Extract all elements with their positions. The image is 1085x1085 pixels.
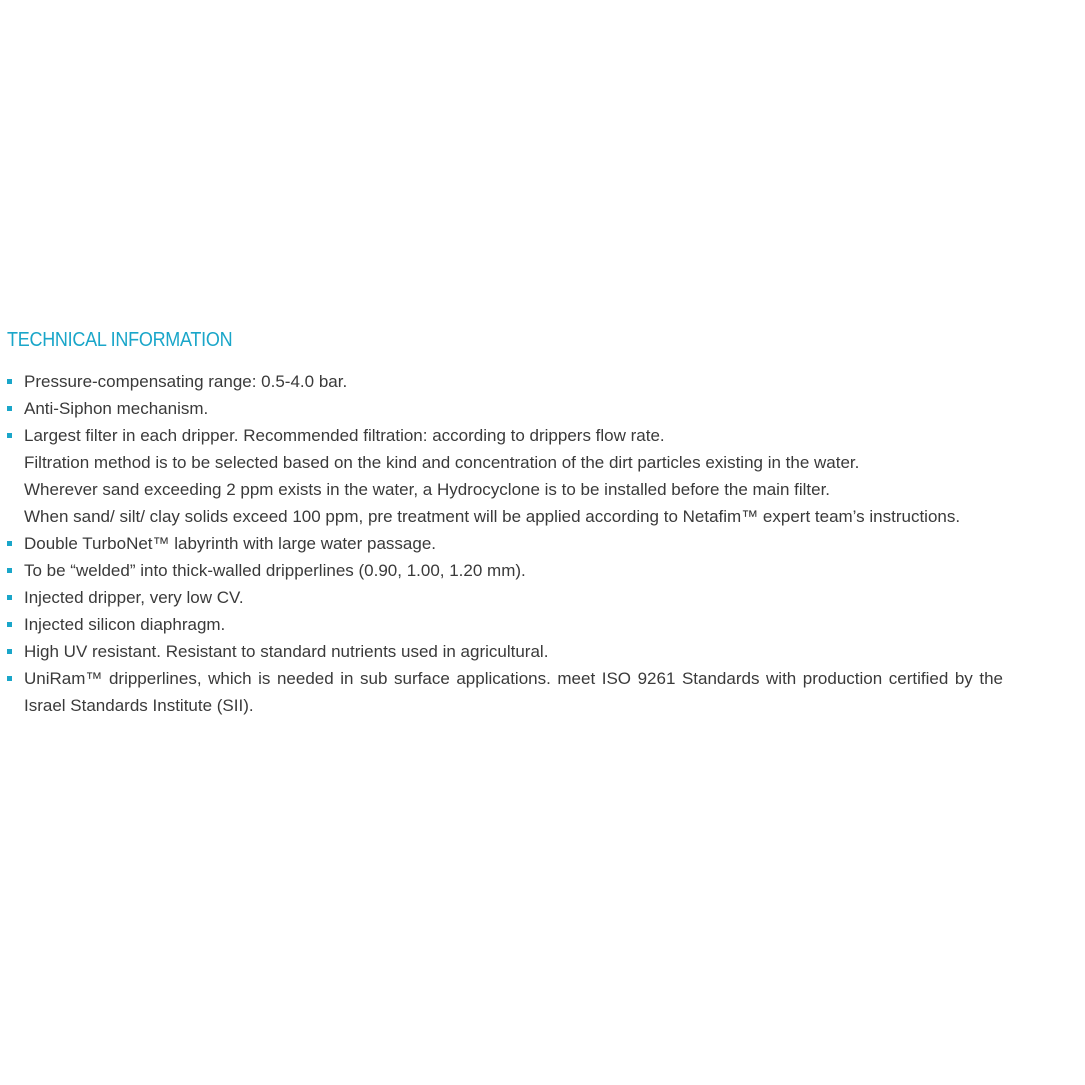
list-item-text: Pressure-compensating range: 0.5-4.0 bar. [24,372,348,391]
list-item-text: Wherever sand exceeding 2 ppm exists in the water, a Hydrocyclone is to be installed before the main filter. [24,480,831,499]
list-item-text: Largest filter in each dripper. Recommended filtration: according to drippers flow rate. [24,426,665,445]
list-item-text: Double TurboNet™ labyrinth with large water passage. [24,534,436,553]
bullet-square-icon [7,595,12,600]
bullet-square-icon [7,541,12,546]
bullet-list [7,368,1003,719]
list-item-text: Injected silicon diaphragm. [24,615,226,634]
list-item [7,584,1003,611]
list-item-text: Anti-Siphon mechanism. [24,399,209,418]
list-item [7,638,1003,665]
list-item-text: Injected dripper, very low CV. [24,588,244,607]
list-item [7,368,1003,395]
section-heading: TECHNICAL INFORMATION [7,329,233,351]
bullet-square-icon [7,622,12,627]
list-item [7,395,1003,422]
list-item-text: UniRam™ dripperlines, which is needed in sub surface applications. meet ISO 9261 Standards with production certified by the Israel Standards Institute (SII). [24,669,1003,715]
bullet-square-icon [7,406,12,411]
bullet-square-icon [7,649,12,654]
list-item-text: When sand/ silt/ clay solids exceed 100 ppm, pre treatment will be applied according to Netafim™ expert team’s instructions. [24,507,961,526]
bullet-square-icon [7,379,12,384]
technical-information-section [7,326,1003,719]
bullet-square-icon [7,676,12,681]
bullet-square-icon [7,433,12,438]
list-item [7,611,1003,638]
list-item [7,665,1003,719]
list-item-text: Filtration method is to be selected based on the kind and concentration of the dirt particles existing in the water. [24,453,860,472]
list-item [7,422,1003,530]
list-item-text: High UV resistant. Resistant to standard nutrients used in agricultural. [24,642,549,661]
list-item [7,530,1003,557]
list-item [7,557,1003,584]
list-item-text: To be “welded” into thick-walled dripperlines (0.90, 1.00, 1.20 mm). [24,561,526,580]
bullet-square-icon [7,568,12,573]
